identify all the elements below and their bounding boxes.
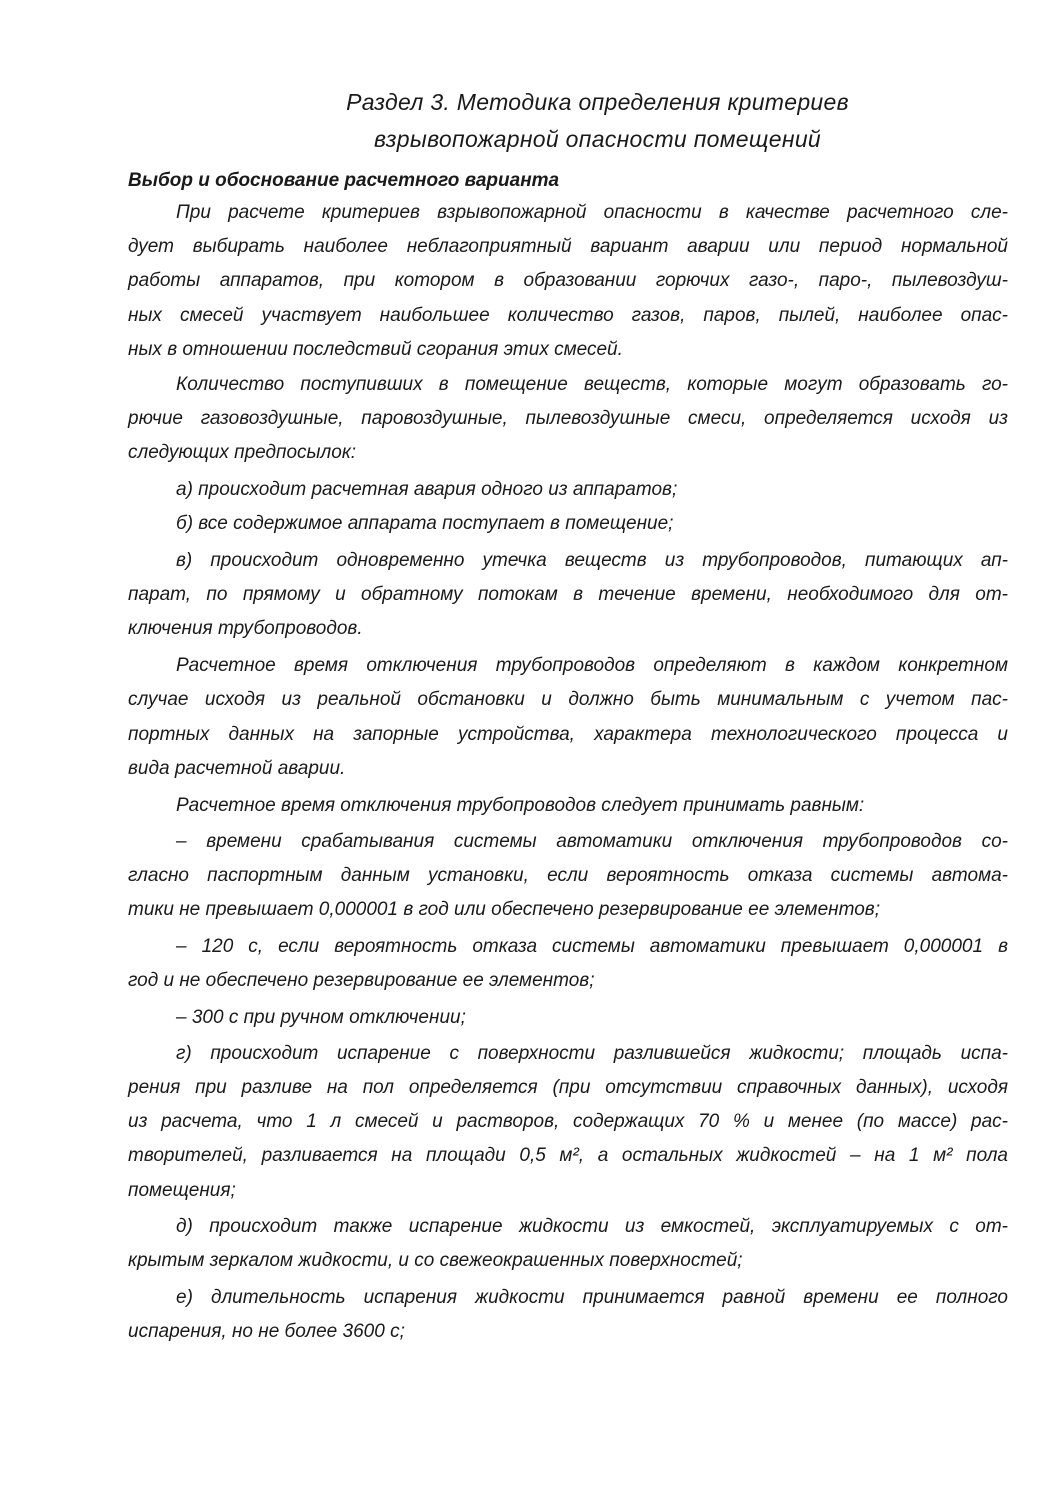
paragraph-line: Количество поступивших в помещение веществ, которые могут образовать го- [176,374,1008,395]
subsection-heading: Выбор и обоснование расчетного варианта [128,170,560,191]
paragraph-line: творителей, разливается на площади 0,5 м², а остальных жидкостей – на 1 м² пола [128,1145,1008,1166]
paragraph-line: испарения, но не более 3600 с; [128,1321,405,1342]
paragraph-line: рения при разливе на пол определяется (при отсутствии справочных данных), исходя [128,1077,1008,1098]
paragraph-line: – 120 с, если вероятность отказа системы автоматики превышает 0,000001 в [176,936,1008,957]
paragraph-line: рючие газовоздушные, паровоздушные, пылевоздушные смеси, определяется исходя из [128,408,1008,429]
paragraph-line: При расчете критериев взрывопожарной опасности в качестве расчетного сле- [176,202,1008,223]
paragraph-line: а) происходит расчетная авария одного из аппаратов; [176,479,678,500]
paragraph-line: вида расчетной аварии. [128,758,346,779]
paragraph-line: г) происходит испарение с поверхности разлившейся жидкости; площадь испа- [176,1043,1008,1064]
paragraph-line: Расчетное время отключения трубопроводов следует принимать равным: [176,795,865,816]
paragraph-line: парат, по прямому и обратному потокам в течение времени, необходимого для от- [128,584,1008,605]
paragraph-line: дует выбирать наиболее неблагоприятный вариант аварии или период нормальной [128,236,1008,257]
paragraph-line: – 300 с при ручном отключении; [176,1007,466,1028]
paragraph-line: год и не обеспечено резервирование ее элементов; [128,970,595,991]
paragraph-line: тики не превышает 0,000001 в год или обеспечено резервирование ее элементов; [128,899,880,920]
section-title-line-1: Раздел 3. Методика определения критериев [346,89,849,115]
paragraph-line: д) происходит также испарение жидкости из емкостей, эксплуатируемых с от- [176,1216,1008,1237]
section-title-line-2: взрывопожарной опасности помещений [373,126,822,152]
paragraph-line: помещения; [128,1180,236,1201]
paragraph-line: следующих предпосылок: [128,442,357,463]
paragraph-line: ных в отношении последствий сгорания этих смесей. [128,339,623,360]
paragraph-line: Расчетное время отключения трубопроводов определяют в каждом конкретном [176,655,1008,676]
paragraph-line: е) длительность испарения жидкости принимается равной времени ее полного [176,1287,1008,1308]
paragraph-line: ключения трубопроводов. [128,618,363,639]
paragraph-line: случае исходя из реальной обстановки и должно быть минимальным с учетом пас- [128,689,1008,710]
paragraph-line: работы аппаратов, при котором в образовании горючих газо-, паро-, пылевоздуш- [128,270,1008,291]
paragraph-line: ных смесей участвует наибольшее количество газов, паров, пылей, наиболее опас- [128,305,1008,326]
paragraph-line: гласно паспортным данным установки, если вероятность отказа системы автома- [128,865,1008,886]
paragraph-line: портных данных на запорные устройства, характера технологического процесса и [128,724,1008,745]
paragraph-line: крытым зеркалом жидкости, и со свежеокрашенных поверхностей; [128,1250,743,1271]
paragraph-line: в) происходит одновременно утечка веществ из трубопроводов, питающих ап- [176,550,1008,571]
paragraph-line: б) все содержимое аппарата поступает в помещение; [176,513,674,534]
paragraph-line: – времени срабатывания системы автоматики отключения трубопроводов со- [176,831,1008,852]
paragraph-line: из расчета, что 1 л смесей и растворов, содержащих 70 % и менее (по массе) рас- [128,1111,1008,1132]
